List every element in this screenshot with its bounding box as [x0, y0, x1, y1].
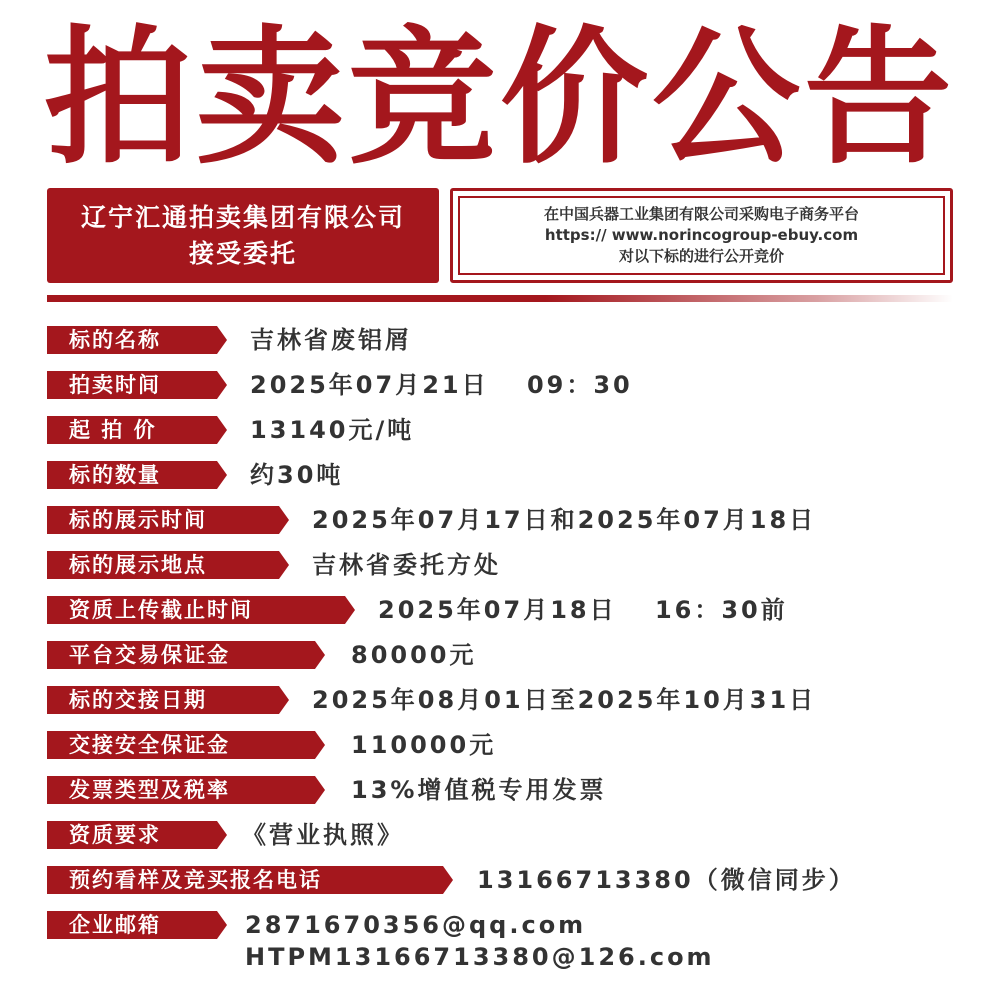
- info-label: 资质要求: [47, 821, 217, 849]
- info-label: 平台交易保证金: [47, 641, 315, 669]
- info-value: 吉林省委托方处: [312, 551, 501, 579]
- auctioneer-subtitle: 接受委托: [188, 238, 297, 268]
- platform-box: [450, 188, 953, 283]
- platform-box-inner: [458, 196, 945, 275]
- platform-note: 对以下标的进行公开竞价: [618, 247, 784, 265]
- email-qq[interactable]: 2871670356@qq.com: [245, 911, 587, 939]
- info-label: 标的名称: [47, 326, 217, 354]
- platform-url[interactable]: https:// www.norincogroup-ebuy.com: [544, 226, 859, 244]
- info-value[interactable]: 13166713380（微信同步）: [477, 866, 856, 894]
- info-label: 标的数量: [47, 461, 217, 489]
- auctioneer-name: 辽宁汇通拍卖集团有限公司: [80, 202, 405, 232]
- info-label: 预约看样及竞买报名电话: [47, 866, 443, 894]
- info-value: 2025年07月18日 16：30前: [378, 596, 788, 624]
- info-value: 80000元: [351, 641, 477, 669]
- info-label: 标的展示地点: [47, 551, 279, 579]
- info-value: 13%增值税专用发票: [351, 776, 607, 804]
- info-value: 110000元: [351, 731, 497, 759]
- info-label: 起 拍 价: [47, 416, 217, 444]
- platform-name: 在中国兵器工业集团有限公司采购电子商务平台: [543, 205, 859, 223]
- info-label: 标的交接日期: [47, 686, 279, 714]
- auctioneer-box: [47, 188, 439, 283]
- page-title: 拍卖竞价公告: [44, 12, 956, 184]
- email-126[interactable]: HTPM13166713380@126.com: [245, 943, 715, 971]
- info-label: 拍卖时间: [47, 371, 217, 399]
- info-value: 吉林省废铝屑: [250, 326, 412, 354]
- info-value: 2025年08月01日至2025年10月31日: [312, 686, 817, 714]
- info-value: 2025年07月17日和2025年07月18日: [312, 506, 817, 534]
- info-value: 约30吨: [250, 461, 344, 489]
- info-label: 发票类型及税率: [47, 776, 315, 804]
- info-label: 企业邮箱: [47, 911, 217, 939]
- info-label: 标的展示时间: [47, 506, 279, 534]
- divider: [47, 295, 953, 302]
- info-value: 《营业执照》: [242, 821, 404, 849]
- info-value: 2025年07月21日 09：30: [250, 371, 633, 399]
- email-values: [245, 909, 715, 973]
- info-label: 资质上传截止时间: [47, 596, 345, 624]
- info-label: 交接安全保证金: [47, 731, 315, 759]
- info-value: 13140元/吨: [250, 416, 415, 444]
